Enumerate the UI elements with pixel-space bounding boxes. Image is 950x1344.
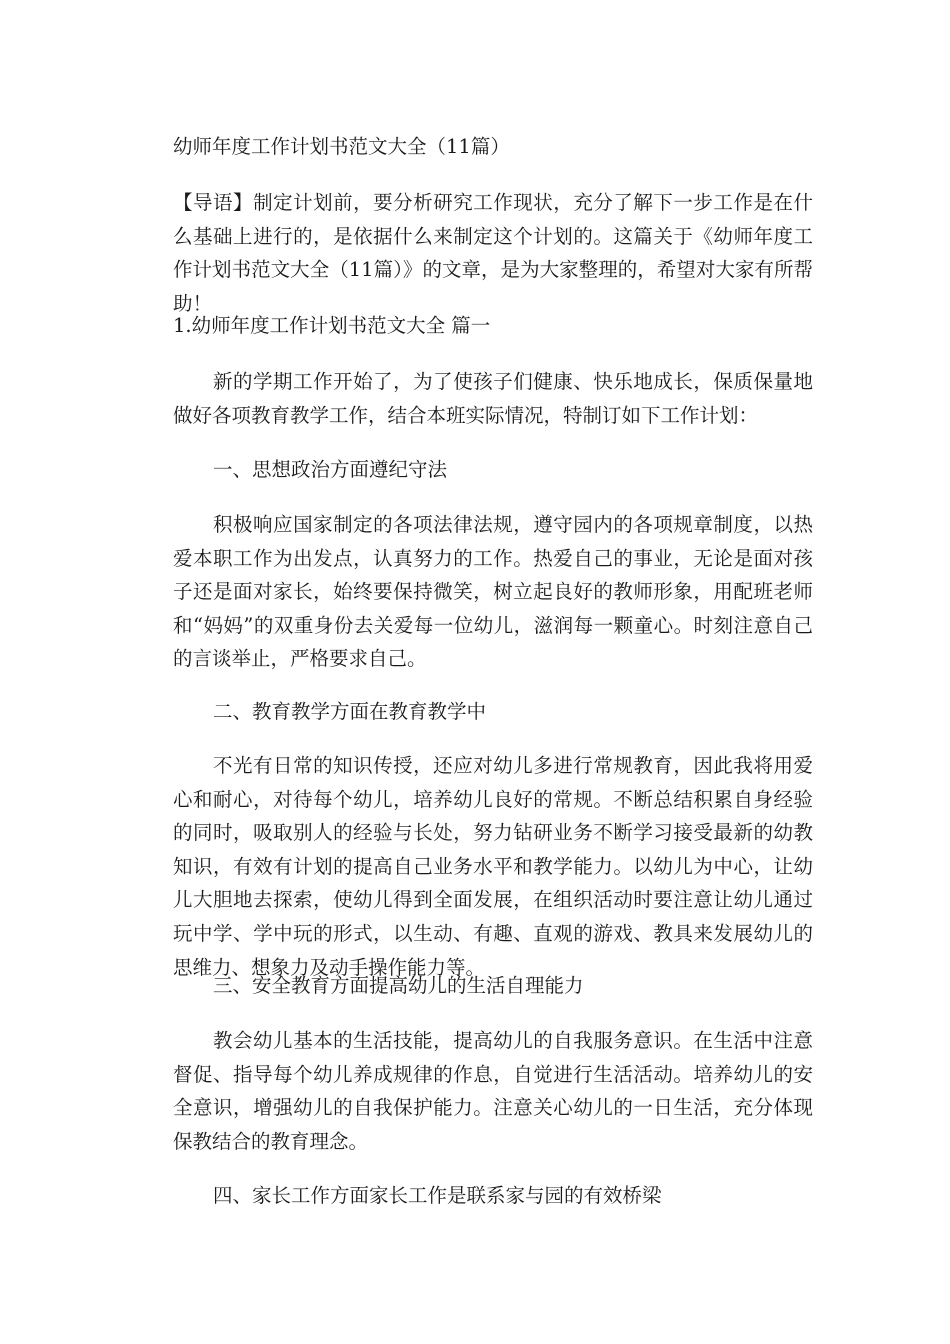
- subsection-heading-3: 三、安全教育方面提高幼儿的生活自理能力: [213, 974, 584, 997]
- intro-paragraph: 【导语】制定计划前，要分析研究工作现状，充分了解下一步工作是在什么基础上进行的，是依据什么来制定这个计划的。这篇关于《幼师年度工作计划书范文大全（11篇）》的文章，是为大家整理的，希望对大家有所帮助！: [173, 191, 813, 315]
- subsection-body-2: 不光有日常的知识传授，还应对幼儿多进行常规教育，因此我将用爱心和耐心，对待每个幼儿，培养幼儿良好的常规。不断总结积累自身经验的同时，吸取别人的经验与长处，努力钻研业务不断学习接受最新的幼教知识，有效有计划的提高自己业务水平和教学能力。以幼儿为中心，让幼儿大胆地去探索，使幼儿得到全面发展，在组织活动时要注意让幼儿通过玩中学、学中玩的形式，以生动、有趣、直观的游戏、教具来发展幼儿的思维力、想象力及动手操作能力等。: [173, 754, 813, 979]
- section-heading: 1.幼师年度工作计划书范文大全 篇一: [173, 314, 491, 337]
- subsection-body-1: 积极响应国家制定的各项法律法规，遵守园内的各项规章制度，以热爱本职工作为出发点，认真努力的工作。热爱自己的事业，无论是面对孩子还是面对家长，始终要保持微笑，树立起良好的教师形象，用配班老师和“妈妈”的双重身份去关爱每一位幼儿，滋润每一颗童心。时刻注意自己的言谈举止，严格要求自己。: [173, 513, 813, 671]
- document-title: 幼师年度工作计划书范文大全（11篇）: [173, 135, 510, 158]
- subsection-heading-2: 二、教育教学方面在教育教学中: [213, 700, 487, 723]
- subsection-body-3: 教会幼儿基本的生活技能，提高幼儿的自我服务意识。在生活中注意督促、指导每个幼儿养成规律的作息，自觉进行生活活动。培养幼儿的安全意识，增强幼儿的自我保护能力。注意关心幼儿的一日生活，充分体现保教结合的教育理念。: [173, 1029, 813, 1153]
- subsection-heading-4: 四、家长工作方面家长工作是联系家与园的有效桥梁: [213, 1184, 662, 1207]
- opening-paragraph: 新的学期工作开始了，为了使孩子们健康、快乐地成长，保质保量地做好各项教育教学工作，结合本班实际情况，特制订如下工作计划：: [173, 370, 813, 427]
- subsection-heading-1: 一、思想政治方面遵纪守法: [213, 458, 448, 481]
